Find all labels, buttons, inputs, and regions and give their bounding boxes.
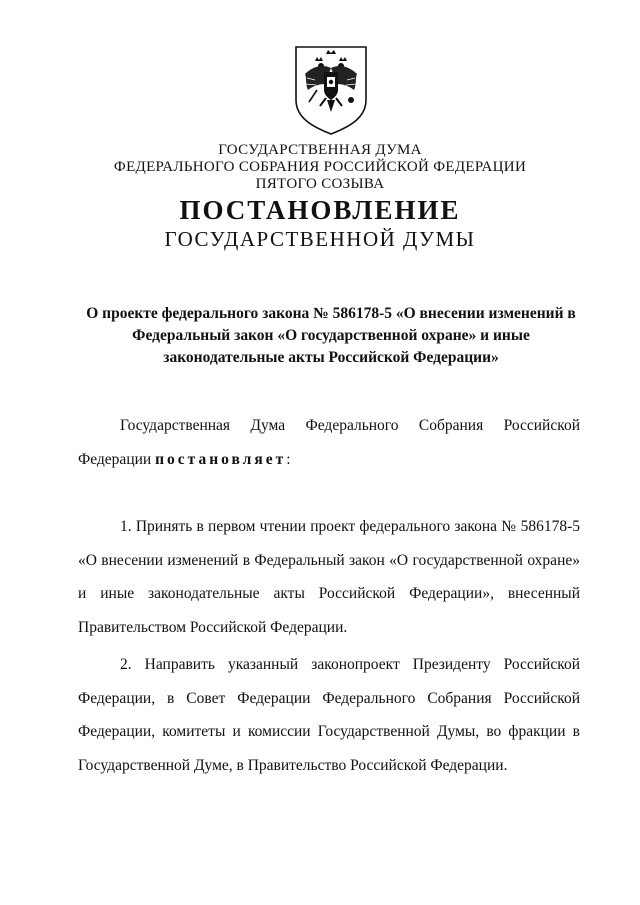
header-line-1: ГОСУДАРСТВЕННАЯ ДУМА: [218, 142, 422, 158]
document-title: ПОСТАНОВЛЕНИЕ: [179, 195, 461, 225]
header-line-3: ПЯТОГО СОЗЫВА: [255, 176, 385, 192]
preamble-verb: постановляет: [155, 450, 287, 468]
resolution-item-1: 1. Принять в первом чтении проект федерального закона № 586178-5 «О внесении изменений в Федеральный закон «О государственной охране» и иные законодательные акты Российской Федерации», внесенный Правительством Российской Федерации.: [78, 518, 580, 636]
preamble-colon: :: [286, 450, 291, 468]
state-emblem-icon: [293, 44, 369, 136]
document-subject: О проекте федерального закона № 586178-5 «О внесении изменений в Федеральный закон «О государственной охране» и иные законодательные акты Российской Федерации»: [86, 305, 576, 366]
document-subtitle: ГОСУДАРСТВЕННОЙ ДУМЫ: [164, 227, 476, 251]
header-line-2: ФЕДЕРАЛЬНОГО СОБРАНИЯ РОССИЙСКОЙ ФЕДЕРАЦИИ: [113, 159, 527, 175]
preamble-paragraph: [78, 409, 580, 476]
preamble-text: Государственная Дума Федерального Собрания Российской Федерации: [78, 417, 580, 468]
resolution-item-2: 2. Направить указанный законопроект Президенту Российской Федерации, в Совет Федерации Федерального Собрания Российской Федерации, комитеты и комиссии Государственной Думы, во фракции в Государственной Думе, в Правительство Российской Федерации.: [78, 656, 580, 774]
